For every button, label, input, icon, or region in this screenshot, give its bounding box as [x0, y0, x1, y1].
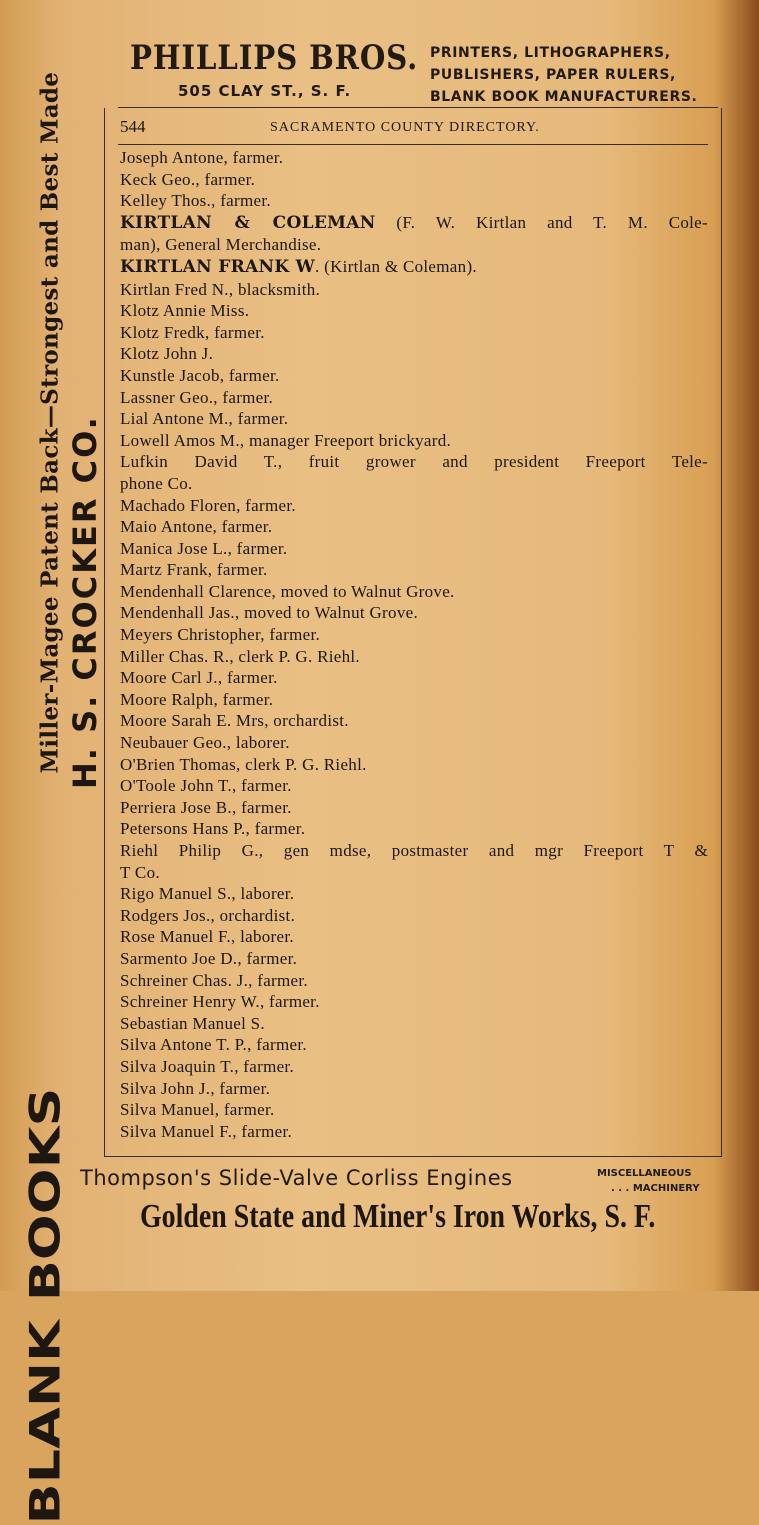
directory-entry: Klotz Fredk, farmer. — [120, 322, 265, 342]
directory-entry: man), General Merchandise. — [120, 235, 322, 255]
header-company-name: PHILLIPS BROS. — [130, 38, 419, 78]
directory-entry: Perriera Jose B., farmer. — [120, 797, 292, 817]
directory-entry: Klotz Annie Miss. — [120, 301, 250, 321]
directory-entry: Moore Ralph, farmer. — [120, 689, 274, 709]
entry-details: . (Kirtlan & Coleman). — [315, 256, 477, 276]
footer-iron-works: Golden State and Miner's Iron Works, S. F. — [140, 1198, 656, 1235]
side-advertisement — [0, 0, 104, 1525]
footer-misc-line: . . . MACHINERY — [611, 1183, 700, 1194]
directory-entry: Miller Chas. R., clerk P. G. Riehl. — [120, 646, 360, 666]
entry-business-name: KIRTLAN FRANK W — [120, 256, 316, 277]
directory-entry: Riehl Philip G., gen mdse, postmaster and mgr Freeport T & — [120, 841, 708, 860]
directory-entry: Kirtlan Fred N., blacksmith. — [120, 279, 321, 299]
footer-engines-ad: Thompson's Slide-Valve Corliss Engines — [80, 1166, 513, 1190]
directory-entry: Keck Geo., farmer. — [120, 169, 256, 189]
directory-entry: Martz Frank, farmer. — [120, 560, 268, 580]
header-service-line: BLANK BOOK MANUFACTURERS. — [430, 89, 698, 105]
directory-entry: Neubauer Geo., laborer. — [120, 733, 290, 753]
directory-entry: O'Toole John T., farmer. — [120, 776, 292, 796]
directory-entry: Sarmento Joe D., farmer. — [120, 948, 298, 968]
directory-entry: Schreiner Henry W., farmer. — [120, 992, 320, 1012]
directory-entry: Moore Carl J., farmer. — [120, 668, 278, 688]
directory-entry: Mendenhall Clarence, moved to Walnut Grove. — [120, 581, 455, 601]
footer-misc-line: MISCELLANEOUS — [597, 1168, 692, 1179]
directory-entry: Rigo Manuel S., laborer. — [120, 884, 295, 904]
directory-entry: Lowell Amos M., manager Freeport brickyard. — [120, 430, 452, 450]
header-address: 505 CLAY ST., S. F. — [178, 82, 352, 100]
directory-entry: Klotz John J. — [120, 344, 214, 364]
directory-entry: Machado Floren, farmer. — [120, 495, 296, 515]
header-service-line: PUBLISHERS, PAPER RULERS, — [430, 67, 676, 83]
directory-entries — [120, 147, 708, 1142]
running-title: SACRAMENTO COUNTY DIRECTORY. — [270, 120, 540, 135]
page-number: 544 — [120, 117, 146, 136]
side-ad-blank-books: BLANK BOOKS — [20, 1087, 70, 1525]
directory-entry: Kunstle Jacob, farmer. — [120, 365, 280, 385]
directory-entry: O'Brien Thomas, clerk P. G. Riehl. — [120, 754, 367, 774]
directory-entry: Petersons Hans P., farmer. — [120, 819, 306, 839]
entry-business-name: KIRTLAN & COLEMAN — [120, 212, 376, 233]
directory-entry: Silva Manuel F., farmer. — [120, 1121, 293, 1141]
side-ad-company: H. S. CROCKER CO. — [66, 415, 104, 789]
directory-entry: Rodgers Jos., orchardist. — [120, 905, 296, 925]
directory-entry: Mendenhall Jas., moved to Walnut Grove. — [120, 603, 419, 623]
directory-entry: Lassner Geo., farmer. — [120, 387, 274, 407]
directory-entry: Silva Antone T. P., farmer. — [120, 1035, 307, 1055]
directory-entry: Silva Joaquin T., farmer. — [120, 1056, 295, 1076]
directory-entry: Lufkin David T., fruit grower and president Freeport Tele- — [120, 452, 708, 472]
directory-entry: phone Co. — [120, 473, 193, 493]
directory-entry: Kelley Thos., farmer. — [120, 191, 271, 211]
directory-entry: Lial Antone M., farmer. — [120, 409, 289, 429]
directory-entry: Silva John J., farmer. — [120, 1078, 271, 1098]
directory-entry: Silva Manuel, farmer. — [120, 1100, 275, 1120]
running-title-rule — [118, 144, 708, 145]
header-service-line: PRINTERS, LITHOGRAPHERS, — [430, 45, 671, 61]
side-ad-slogan: Miller-Magee Patent Back—Strongest and Best Made — [36, 71, 64, 774]
directory-entry: Schreiner Chas. J., farmer. — [120, 970, 308, 990]
directory-entry: Moore Sarah E. Mrs, orchardist. — [120, 711, 349, 731]
directory-entry: Meyers Christopher, farmer. — [120, 625, 321, 645]
directory-entry — [120, 256, 708, 279]
directory-entry: Sebastian Manuel S. — [120, 1013, 265, 1033]
directory-entry: T Co. — [120, 862, 160, 882]
directory-entry: Rose Manuel F., laborer. — [120, 927, 294, 947]
directory-entry: Manica Jose L., farmer. — [120, 538, 288, 558]
footer-misc-machinery — [597, 1166, 700, 1196]
entry-details: (F. W. Kirtlan and T. M. Cole- — [375, 212, 708, 232]
directory-entry: Joseph Antone, farmer. — [120, 148, 284, 167]
directory-entry: Maio Antone, farmer. — [120, 517, 273, 537]
header-services — [430, 42, 697, 108]
directory-entry — [120, 212, 708, 235]
